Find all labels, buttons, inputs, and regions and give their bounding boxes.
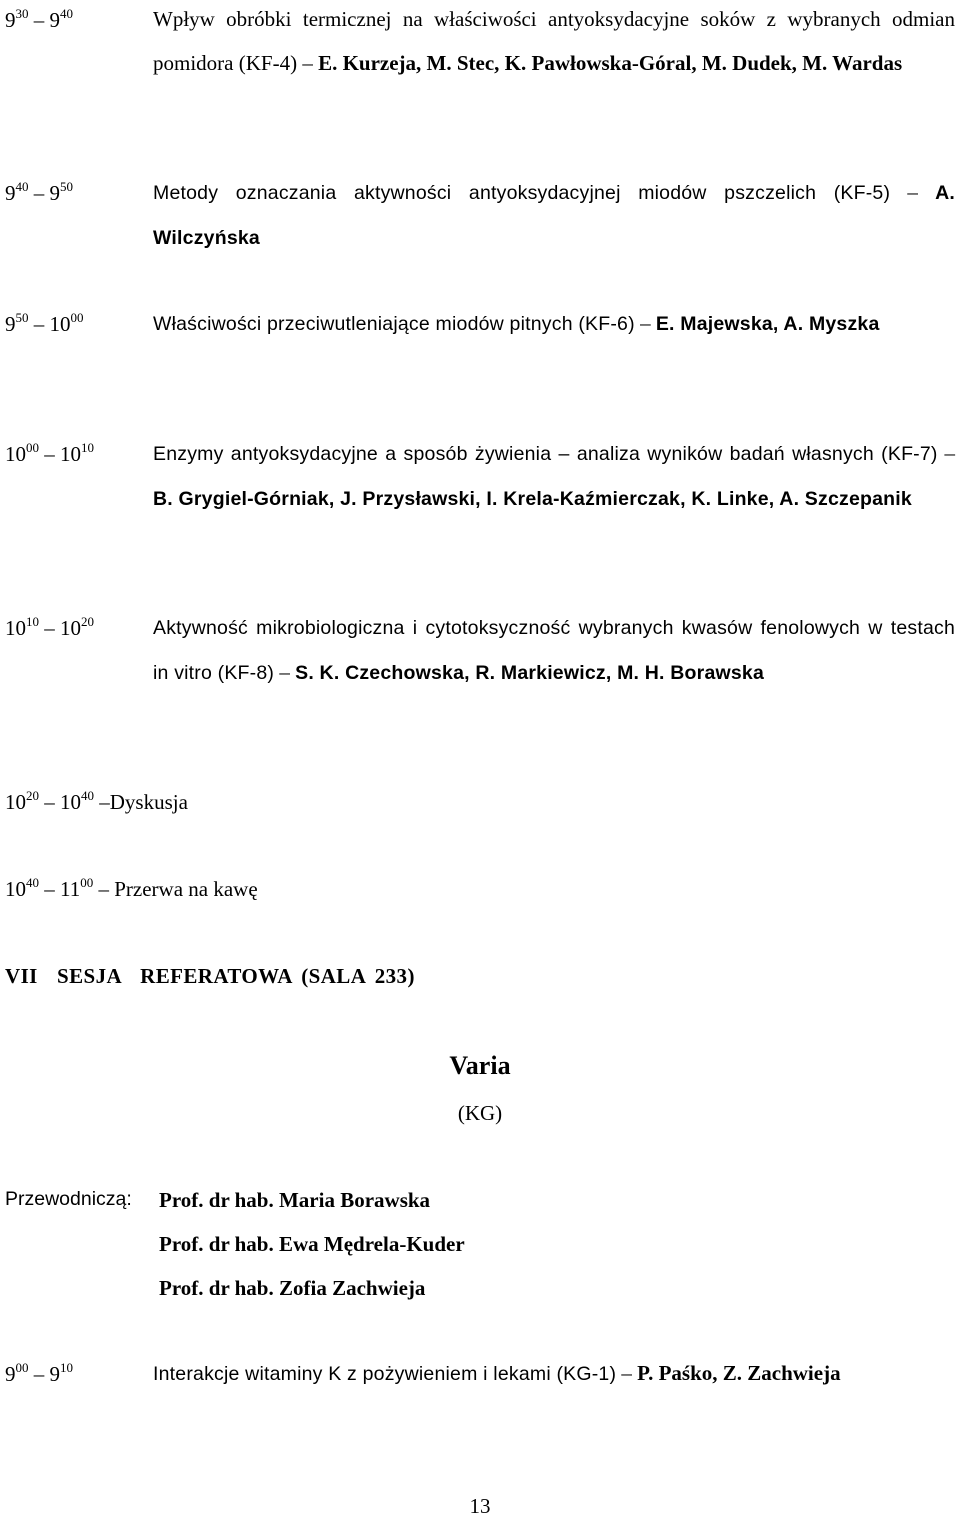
break-discussion: $10^{20} - 10^{40}$ –Dyskusja: [5, 788, 188, 814]
entry-authors: P. Paśko, Z. Zachwieja: [637, 1361, 841, 1385]
time-range: $10^{00} - 10^{10}$: [5, 440, 94, 466]
entry-authors: S. K. Czechowska, R. Markiewicz, M. H. Borawska: [295, 661, 764, 684]
entry-text: Interakcje witaminy K z pożywieniem i lekami (KG-1) – P. Paśko, Z. Zachwieja: [153, 1361, 841, 1385]
entry-text: Wpływ obróbki termicznej na właściwości antyoksydacyjne soków z wybranych odmian pomidora (KF-4) – E. Kurzeja, M. Stec, K. Pawłowska-Góral, M. Dudek, M. Wardas: [153, 7, 955, 75]
section-code: (KG): [457, 1101, 503, 1125]
section-title: Varia: [449, 1051, 511, 1080]
entry-text: Enzymy antyoksydacyjne a sposób żywienia – analiza wyników badań własnych (KF-7) – B. Grygiel-Górniak, J. Przysławski, I. Krela-Kaźmierczak, K. Linke, A. Szczepanik: [153, 441, 956, 510]
entry-authors: A. Wilczyńska: [153, 182, 955, 249]
session-heading: VII SESJA REFERATOWA (SALA 233): [5, 964, 415, 988]
time-range: $9^{40} - 9^{50}$: [5, 179, 73, 205]
entry-authors: B. Grygiel-Górniak, J. Przysławski, I. Krela-Kaźmierczak, K. Linke, A. Szczepanik: [153, 487, 912, 510]
entry-title: Enzymy antyoksydacyjne a sposób żywienia – analiza wyników badań własnych (KF-7): [153, 443, 938, 465]
entry-title: Metody oznaczania aktywności antyoksydacyjnej miodów pszczelich (KF-5): [153, 182, 891, 204]
entry-authors: E. Majewska, A. Myszka: [655, 313, 880, 335]
page-number: 13: [469, 1494, 491, 1518]
time-range: $10^{10} - 10^{20}$: [5, 614, 94, 640]
entry-text: Właściwości przeciwutleniające miodów pitnych (KF-6) – E. Majewska, A. Myszka: [153, 311, 880, 335]
entry-text: Metody oznaczania aktywności antyoksydacyjnej miodów pszczelich (KF-5) – A. Wilczyńska: [153, 180, 955, 249]
time-range: $9^{30} - 9^{40}$: [5, 6, 73, 32]
break-coffee: $10^{40} - 11^{00}$ – Przerwa na kawę: [5, 875, 258, 901]
entry-title: Właściwości przeciwutleniające miodów pitnych (KF-6): [153, 313, 635, 335]
break-label: Przerwa na kawę: [114, 877, 258, 901]
entry-text: Aktywność mikrobiologiczna i cytotoksyczność wybranych kwasów fenolowych w testach in vitro (KF-8) – S. K. Czechowska, R. Markiewicz, M. H. Borawska: [153, 617, 955, 684]
chair-name: Prof. dr hab. Ewa Mędrela-Kuder: [159, 1232, 465, 1256]
entry-authors: E. Kurzeja, M. Stec, K. Pawłowska-Góral, M. Dudek, M. Wardas: [318, 50, 903, 75]
entry-title: Aktywność mikrobiologiczna i cytotoksyczność wybranych kwasów fenolowych w testach in vitro (KF-8): [153, 617, 955, 684]
entry-title: Wpływ obróbki termicznej na właściwości antyoksydacyjne soków z wybranych odmian pomidora (KF-4): [153, 7, 955, 75]
time-range: $9^{50} - 10^{00}$: [5, 310, 84, 336]
entry-title: Interakcje witaminy K z pożywieniem i lekami (KG-1): [153, 1363, 617, 1385]
break-label: Dyskusja: [109, 790, 188, 814]
time-range: $9^{00} - 9^{10}$: [5, 1360, 73, 1386]
chair-name: Prof. dr hab. Zofia Zachwieja: [159, 1276, 426, 1300]
chair-name: Prof. dr hab. Maria Borawska: [159, 1188, 431, 1212]
chairs-label: Przewodniczą:: [5, 1188, 132, 1210]
